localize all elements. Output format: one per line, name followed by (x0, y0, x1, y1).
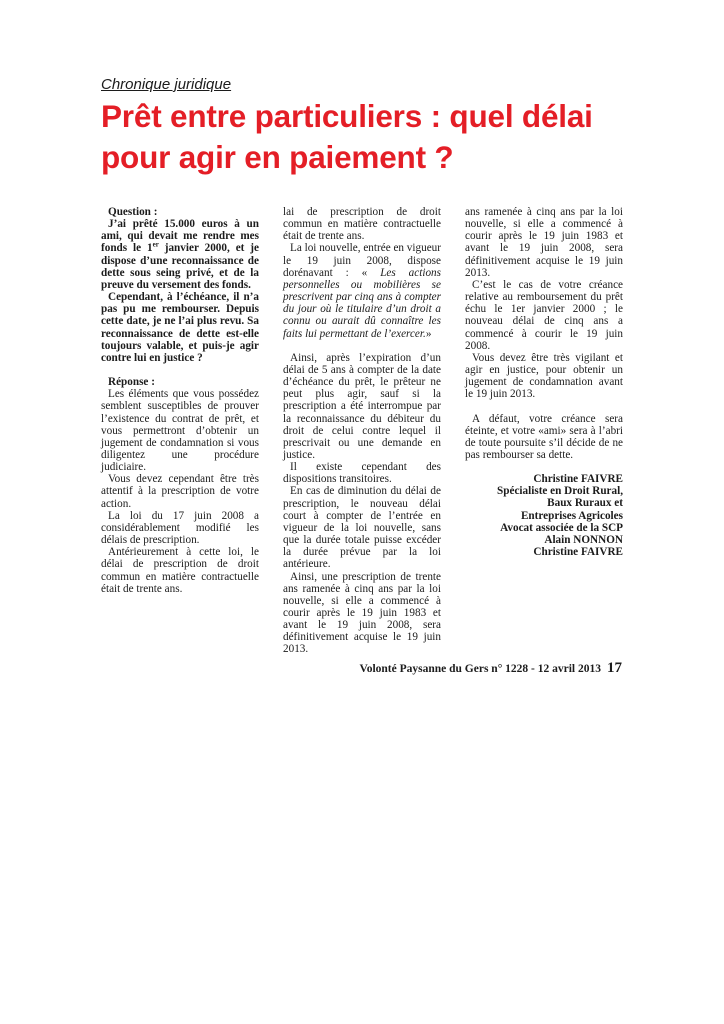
signature-line: Entreprises Agricoles (520, 509, 623, 522)
answer-paragraph: Les éléments que vous possédez semblent susceptibles de prouver l’existence du contrat de prêt, et vous permettront d’obtenir un jugement de condamnation si vous diligentez une procédure judiciaire. (101, 388, 259, 474)
answer-heading: Réponse : (108, 376, 155, 389)
answer-paragraph: Vous devez cependant être très attentif à la prescription de votre action. (101, 473, 259, 510)
question-paragraph-2: Cependant, à l’échéance, il n’a pas pu me rembourser. Depuis cette date, je ne l’ai plus revu. Sa reconnaissance de dette est-elle toujours valable, et puis-je agir contre lui en justice ? (101, 291, 259, 364)
page-number: 17 (607, 660, 622, 676)
page-footer (359, 660, 622, 677)
rubric: Chronique juridique (101, 76, 232, 93)
signature-line: Spécialiste en Droit Rural, (497, 485, 623, 498)
answer-paragraph: Il existe cependant des dispositions transitoires. (283, 461, 441, 486)
answer-paragraph: Antérieurement à cette loi, le délai de prescription de droit commun en matière contractuelle était de trente ans. (101, 546, 259, 595)
answer-paragraph-cont: lai de prescription de droit commun en matière contractuelle était de trente ans. (283, 206, 441, 243)
answer-paragraph: A défaut, votre créance sera éteinte, et votre «ami» sera à l’abri de toute poursuite s’il décide de ne pas rembourser sa dette. (465, 412, 623, 461)
column-2 (283, 206, 441, 656)
law-quote-paragraph: La loi nouvelle, entrée en vigueur le 19 juin 2008, dispose dorénavant : « Les actions personnelles ou mobilières se prescrivent par cinq ans à compter du jour où le titulaire d’un droit a connu ou aurait dû connaître les faits lui permettant de l’exercer.» (283, 242, 441, 340)
answer-paragraph: Ainsi, une prescription de trente ans ramenée à cinq ans par la loi nouvelle, si elle a commencé à courir après le 19 juin 1983 et avant le 19 juin 2008, sera définitivement acquise le 19 juin 2013. (283, 570, 441, 656)
signature-line: Alain NONNON (544, 533, 623, 546)
question-heading: Question : (108, 206, 158, 218)
publication-info: Volonté Paysanne du Gers n° 1228 - 12 avril 2013 (359, 663, 601, 675)
signature-line: Baux Ruraux et (547, 497, 623, 510)
signature-line: Christine FAIVRE (533, 546, 623, 559)
answer-paragraph: C’est le cas de votre créance relative au remboursement du prêt échu le 1er janvier 2000 ; le nouveau délai de cinq ans a commencé à courir le 19 juin 2008. (465, 278, 623, 352)
answer-paragraph: Ainsi, après l’expiration d’un délai de 5 ans à compter de la date d’échéance du prêt, le prêteur ne peut plus agir, sauf si la prescription a été interrompue par la reconnaissance du débiteur du droit de celui contre lequel il prescrivait ou une demande en justice. (283, 351, 441, 461)
column-1 (101, 206, 259, 595)
column-3 (465, 206, 623, 558)
law-quote: Les actions personnelles ou mobilières se prescrivent par cinq ans à compter du jour où le titulaire d’un droit a connu ou aurait dû connaître les faits lui permettant de l’exercer. (283, 266, 441, 340)
answer-paragraph: La loi du 17 juin 2008 a considérablement modifié les délais de prescription. (101, 509, 259, 547)
answer-paragraph: En cas de diminution du délai de prescription, le nouveau délai court à compter de l’entrée en vigueur de la loi nouvelle, sans que la durée totale puisse excéder la durée prévue par la loi antérieure. (283, 485, 441, 571)
answer-paragraph-cont: ans ramenée à cinq ans par la loi nouvelle, si elle a commencé à courir après le 19 juin 1983 et avant le 19 juin 2008, sera définitivement acquise le 19 juin 2013. (465, 206, 623, 279)
signature-line: Avocat associée de la SCP (500, 521, 623, 534)
question-paragraph-1: J’ai prêté 15.000 euros à un ami, qui devait me rendre mes fonds le 1er janvier 2000, et je dispose d’une reconnaissance de dette sous seing privé, et de la preuve du versement des fonds. (101, 218, 259, 291)
answer-paragraph: Vous devez être très vigilant et agir en justice, pour obtenir un jugement de condamnation avant le 19 juin 2013. (465, 351, 623, 401)
article-title: Prêt entre particuliers : quel délai pour agir en paiement ? (101, 98, 593, 175)
signature-line: Christine FAIVRE (533, 473, 623, 486)
